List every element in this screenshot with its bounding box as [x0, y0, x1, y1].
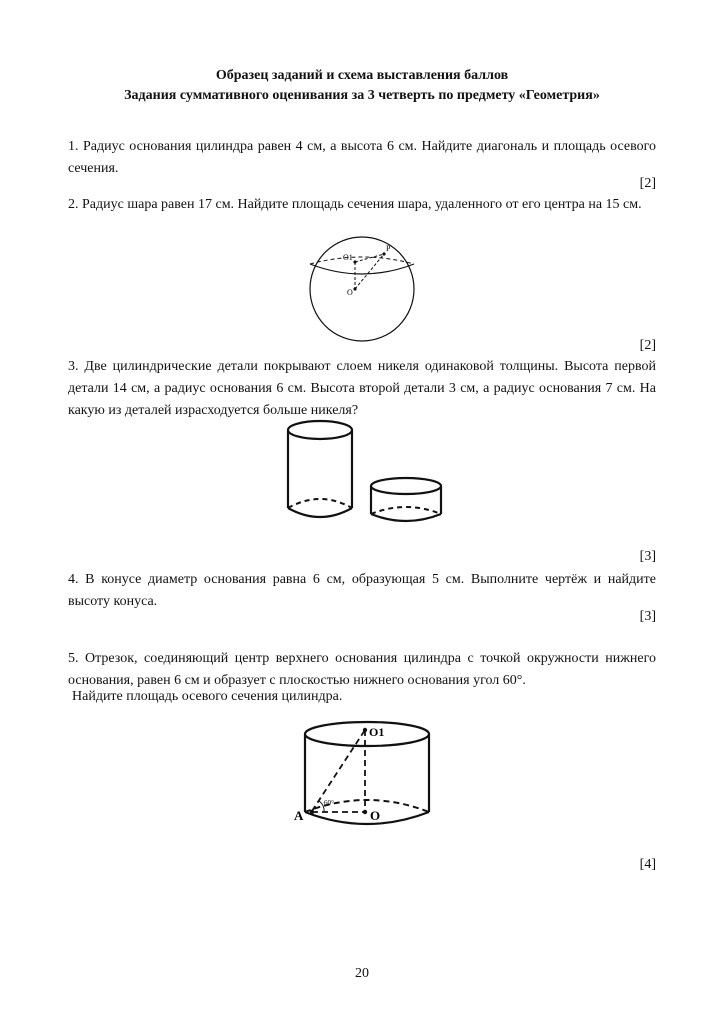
task-3-score: [3]: [639, 549, 656, 564]
bottom-base-front: [305, 812, 429, 824]
task-1-text: 1. Радиус основания цилиндра равен 4 см, а высота 6 см. Найдите диагональ и площадь осевого сечения.: [68, 139, 656, 176]
task-5-score: [4]: [639, 857, 656, 872]
page-number: 20: [355, 966, 369, 981]
segment-o-p: [355, 254, 384, 289]
point-a: [310, 810, 314, 814]
document-title-line2: Задания суммативного оценивания за 3 четверть по предмету «Геометрия»: [124, 88, 600, 103]
label-a: A: [294, 808, 304, 823]
label-o: O: [347, 288, 353, 297]
task-4-score: [3]: [639, 609, 656, 624]
cylinder-angle-figure: [290, 712, 440, 836]
document-title-line1: Образец заданий и схема выставления баллов: [215, 68, 509, 83]
point-o1: [363, 728, 367, 732]
task-1-score: [2]: [639, 176, 656, 191]
point-o: [363, 810, 367, 814]
task-3-text: 3. Две цилиндрические детали покрывают слоем никеля одинаковой толщины. Высота первой детали 14 см, а радиус основания 6 см. Высота второй детали 3 см, а радиус основания 7 см. На какую из деталей израсходуется больше никеля?: [68, 359, 656, 418]
label-p: P: [386, 244, 391, 253]
task-2-text: 2. Радиус шара равен 17 см. Найдите площадь сечения шара, удаленного от его центра на 15 см.: [68, 197, 642, 212]
label-o1: O1: [343, 253, 353, 262]
label-o: O: [370, 808, 381, 823]
point-o1: [353, 260, 356, 263]
section-front-arc: [310, 264, 414, 274]
point-o: [353, 287, 356, 290]
sphere-figure: [300, 232, 424, 348]
label-o1: O1: [369, 725, 385, 739]
task-2-score: [2]: [639, 338, 656, 353]
task-5-text: 5. Отрезок, соединяющий центр верхнего основания цилиндра с точкой окружности нижнего основания, равен 6 см и образует с плоскостью нижнего основания угол 60°.: [68, 651, 656, 688]
sphere-outline: [310, 237, 414, 341]
task-5-question: Найдите площадь осевого сечения цилиндра.: [72, 689, 343, 704]
task-4-text: 4. В конусе диаметр основания равна 6 см, образующая 5 см. Выполните чертёж и найдите высоту конуса.: [68, 572, 656, 609]
cylinders-figure: [276, 414, 456, 524]
label-angle: 60°: [324, 799, 334, 807]
top-base: [305, 722, 429, 746]
tall-cylinder: [288, 421, 352, 517]
short-cylinder: [371, 478, 441, 521]
